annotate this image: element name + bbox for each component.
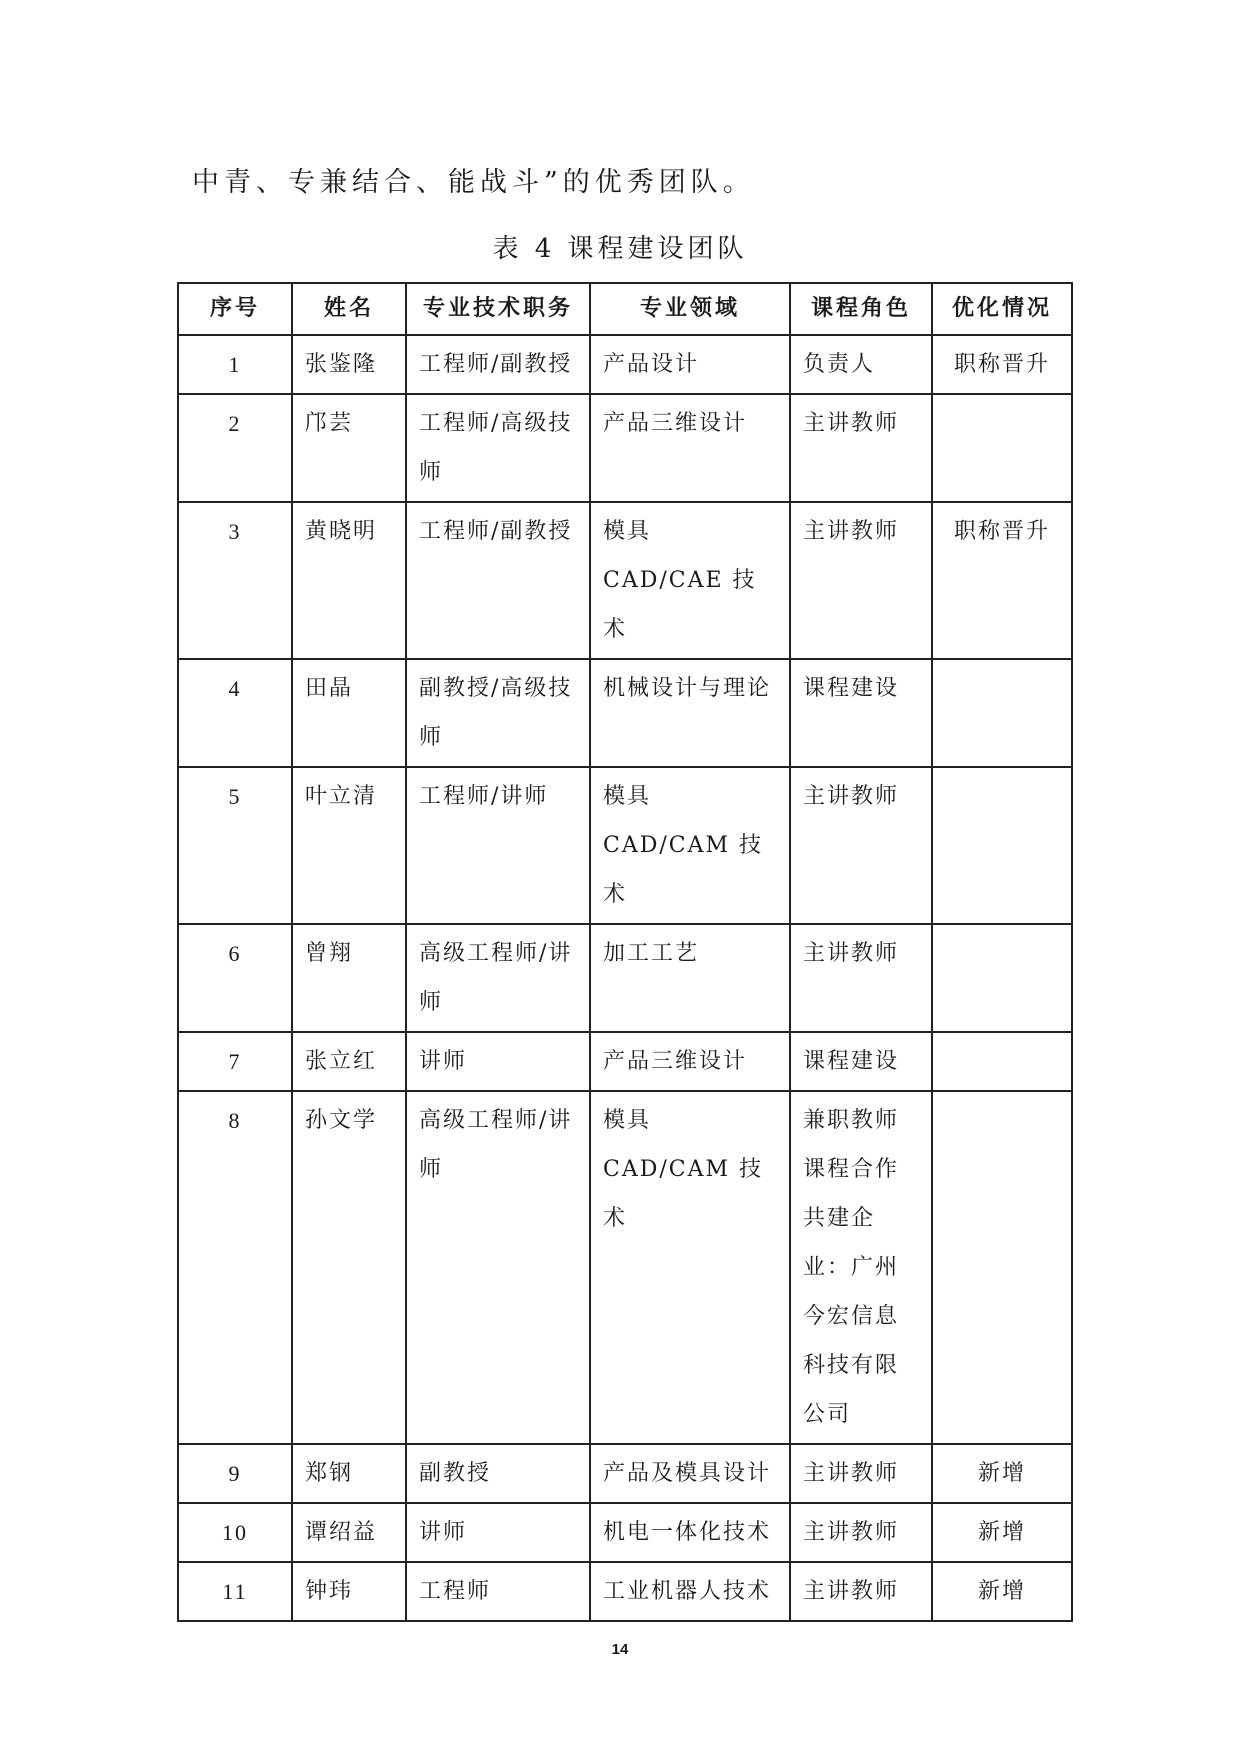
cell-title xyxy=(406,335,590,394)
cell-name-text: 曾翔 xyxy=(305,941,354,966)
table-row xyxy=(178,1032,1072,1091)
cell-title xyxy=(406,1032,590,1091)
cell-role-text: 课程建设 xyxy=(803,1049,900,1074)
cell-title xyxy=(406,1444,590,1503)
cell-role xyxy=(790,767,932,924)
cell-no-text: 4 xyxy=(228,676,242,701)
cell-role-text: 主讲教师 xyxy=(803,941,900,966)
cell-field xyxy=(590,1444,790,1503)
cell-name xyxy=(292,659,406,767)
cell-field xyxy=(590,924,790,1032)
cell-name xyxy=(292,1444,406,1503)
cell-field-text: 产品及模具设计 xyxy=(603,1461,772,1486)
cell-opt xyxy=(932,1562,1072,1621)
page-number: 14 xyxy=(611,1641,629,1658)
cell-name-text: 田晶 xyxy=(305,676,354,701)
cell-no xyxy=(178,335,292,394)
cell-title-text: 工程师/副教授 xyxy=(419,352,573,377)
cell-opt xyxy=(932,1503,1072,1562)
cell-role-text: 主讲教师 xyxy=(803,411,900,436)
cell-role-text: 主讲教师 xyxy=(803,1461,900,1486)
cell-title xyxy=(406,1562,590,1621)
cell-field-text: 机电一体化技术 xyxy=(603,1520,772,1545)
cell-no-text: 9 xyxy=(228,1461,242,1486)
cell-opt xyxy=(932,502,1072,659)
header-title: 专业技术职务 xyxy=(406,283,590,335)
cell-no-text: 2 xyxy=(228,411,242,436)
cell-no xyxy=(178,1503,292,1562)
cell-field xyxy=(590,1503,790,1562)
cell-title-text: 工程师/讲师 xyxy=(419,784,549,809)
cell-name-text: 邝芸 xyxy=(305,411,354,436)
cell-field-text: 模具 CAD/CAE 技术 xyxy=(603,519,757,642)
cell-no xyxy=(178,924,292,1032)
cell-opt xyxy=(932,394,1072,502)
cell-title-text: 工程师 xyxy=(419,1579,492,1604)
cell-field xyxy=(590,1562,790,1621)
table-row xyxy=(178,767,1072,924)
table-row xyxy=(178,335,1072,394)
cell-name-text: 谭绍益 xyxy=(305,1520,378,1545)
table-row xyxy=(178,659,1072,767)
cell-title-text: 副教授/高级技师 xyxy=(419,676,573,750)
header-role: 课程角色 xyxy=(790,283,932,335)
cell-no-text: 10 xyxy=(222,1520,248,1545)
cell-no xyxy=(178,767,292,924)
cell-field-text: 模具 CAD/CAM 技术 xyxy=(603,1108,764,1231)
table-row xyxy=(178,394,1072,502)
cell-role-text: 负责人 xyxy=(803,352,876,377)
cell-name-text: 黄晓明 xyxy=(305,519,378,544)
cell-title xyxy=(406,1091,590,1444)
cell-no-text: 1 xyxy=(228,352,242,377)
cell-no-text: 6 xyxy=(228,941,242,966)
cell-role xyxy=(790,394,932,502)
cell-role xyxy=(790,1503,932,1562)
cell-role xyxy=(790,659,932,767)
cell-opt-text: 新增 xyxy=(977,1461,1026,1486)
table-caption: 表 4 课程建设团队 xyxy=(492,234,748,264)
cell-name xyxy=(292,502,406,659)
cell-field xyxy=(590,767,790,924)
cell-name xyxy=(292,1032,406,1091)
cell-opt-text: 新增 xyxy=(977,1520,1026,1545)
cell-opt xyxy=(932,1032,1072,1091)
course-team-table xyxy=(177,282,1073,1622)
cell-title-text: 副教授 xyxy=(419,1461,492,1486)
cell-name-text: 张立红 xyxy=(305,1049,378,1074)
header-opt: 优化情况 xyxy=(932,283,1072,335)
cell-name-text: 叶立清 xyxy=(305,784,378,809)
cell-field-text: 产品三维设计 xyxy=(603,1049,748,1074)
cell-name-text: 张鉴隆 xyxy=(305,352,378,377)
cell-no xyxy=(178,502,292,659)
cell-role-text: 课程建设 xyxy=(803,676,900,701)
header-no: 序号 xyxy=(178,283,292,335)
cell-name xyxy=(292,1562,406,1621)
cell-role xyxy=(790,1562,932,1621)
header-name: 姓名 xyxy=(292,283,406,335)
cell-field-text: 加工工艺 xyxy=(603,941,700,966)
table-row xyxy=(178,1091,1072,1444)
cell-role-text: 主讲教师 xyxy=(803,784,900,809)
cell-field xyxy=(590,335,790,394)
cell-name-text: 郑钢 xyxy=(305,1461,354,1486)
cell-opt-text: 职称晋升 xyxy=(953,519,1050,544)
cell-field-text: 产品设计 xyxy=(603,352,700,377)
cell-title xyxy=(406,659,590,767)
cell-no xyxy=(178,659,292,767)
cell-name xyxy=(292,767,406,924)
cell-role xyxy=(790,502,932,659)
cell-opt xyxy=(932,767,1072,924)
cell-title-text: 高级工程师/讲师 xyxy=(419,941,573,1015)
cell-name xyxy=(292,335,406,394)
cell-role-text: 主讲教师 xyxy=(803,1579,900,1604)
cell-name xyxy=(292,1091,406,1444)
cell-no-text: 11 xyxy=(222,1579,248,1604)
cell-role xyxy=(790,1091,932,1444)
cell-role xyxy=(790,1444,932,1503)
cell-title xyxy=(406,1503,590,1562)
cell-title-text: 讲师 xyxy=(419,1520,468,1545)
cell-opt xyxy=(932,1091,1072,1444)
cell-field-text: 工业机器人技术 xyxy=(603,1579,772,1604)
cell-field-text: 产品三维设计 xyxy=(603,411,748,436)
table-row xyxy=(178,1562,1072,1621)
cell-opt xyxy=(932,1444,1072,1503)
cell-no xyxy=(178,1444,292,1503)
cell-title-text: 工程师/副教授 xyxy=(419,519,573,544)
cell-role-text: 主讲教师 xyxy=(803,519,900,544)
cell-name xyxy=(292,924,406,1032)
cell-opt xyxy=(932,924,1072,1032)
cell-opt xyxy=(932,659,1072,767)
cell-opt-text: 新增 xyxy=(977,1579,1026,1604)
cell-title-text: 工程师/高级技师 xyxy=(419,411,573,485)
cell-name xyxy=(292,1503,406,1562)
header-field: 专业领域 xyxy=(590,283,790,335)
cell-field xyxy=(590,659,790,767)
cell-no-text: 7 xyxy=(228,1049,242,1074)
cell-opt xyxy=(932,335,1072,394)
table-row xyxy=(178,1444,1072,1503)
cell-no xyxy=(178,1032,292,1091)
intro-paragraph: 中青、专兼结合、能战斗”的优秀团队。 xyxy=(192,167,755,198)
cell-no-text: 8 xyxy=(228,1108,242,1133)
cell-field xyxy=(590,502,790,659)
cell-field xyxy=(590,394,790,502)
table-row xyxy=(178,502,1072,659)
cell-role-text: 主讲教师 xyxy=(803,1520,900,1545)
cell-no xyxy=(178,394,292,502)
table-row xyxy=(178,1503,1072,1562)
table-row xyxy=(178,924,1072,1032)
cell-opt-text: 职称晋升 xyxy=(953,352,1050,377)
table-header-row xyxy=(178,283,1072,335)
cell-role-text: 兼职教师课程合作共建企业：广州今宏信息科技有限公司 xyxy=(803,1108,900,1427)
cell-field-text: 机械设计与理论 xyxy=(603,676,772,701)
cell-no xyxy=(178,1091,292,1444)
cell-role xyxy=(790,1032,932,1091)
cell-no-text: 5 xyxy=(228,784,242,809)
cell-no xyxy=(178,1562,292,1621)
cell-title xyxy=(406,924,590,1032)
cell-title-text: 高级工程师/讲师 xyxy=(419,1108,573,1182)
cell-title xyxy=(406,767,590,924)
cell-title-text: 讲师 xyxy=(419,1049,468,1074)
cell-field xyxy=(590,1032,790,1091)
cell-no-text: 3 xyxy=(228,519,242,544)
cell-name-text: 孙文学 xyxy=(305,1108,378,1133)
cell-title xyxy=(406,502,590,659)
cell-field-text: 模具 CAD/CAM 技术 xyxy=(603,784,764,907)
cell-name xyxy=(292,394,406,502)
cell-role xyxy=(790,924,932,1032)
cell-role xyxy=(790,335,932,394)
cell-title xyxy=(406,394,590,502)
cell-name-text: 钟玮 xyxy=(305,1579,354,1604)
cell-field xyxy=(590,1091,790,1444)
